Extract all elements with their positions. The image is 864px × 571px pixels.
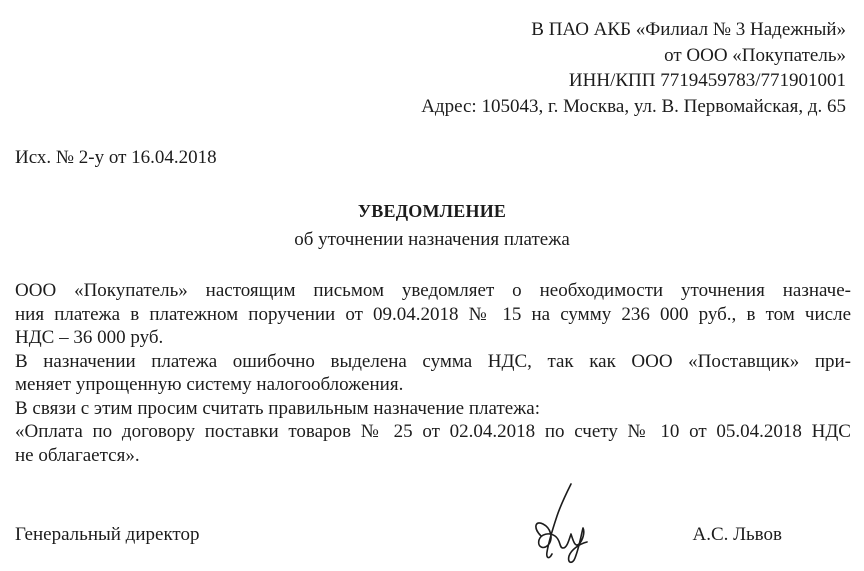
document-body (15, 280, 851, 468)
signature-role: Генеральный директор (15, 524, 200, 545)
signatory-name: А.С. Львов (692, 524, 782, 545)
handwritten-signature (527, 478, 597, 566)
recipient-inn-kpp: ИНН/КПП 7719459783/771901001 (568, 70, 846, 91)
body-line: ния платежа в платежном поручении от 09.04.2018 № 15 на сумму 236 000 руб., в том числе (15, 303, 851, 325)
outgoing-reference: Исх. № 2-у от 16.04.2018 (15, 147, 217, 168)
recipient-address: Адрес: 105043, г. Москва, ул. В. Первомайская, д. 65 (421, 95, 846, 117)
document-subtitle: об уточнении назначения платежа (294, 229, 570, 250)
document-title: УВЕДОМЛЕНИЕ (357, 201, 507, 221)
body-line: не облагается». (15, 444, 140, 466)
body-line: В назначении платежа ошибочно выделена сумма НДС, так как ООО «Поставщик» при- (15, 350, 851, 372)
body-line: ООО «Покупатель» настоящим письмом уведомляет о необходимости уточнения назначе- (15, 280, 851, 301)
recipient-sender: от ООО «Покупатель» (664, 44, 846, 66)
body-line: НДС – 36 000 руб. (15, 327, 164, 348)
recipient-bank: В ПАО АКБ «Филиал № 3 Надежный» (531, 19, 846, 40)
body-line: «Оплата по договору поставки товаров № 25 от 02.04.2018 по счету № 10 от 05.04.2018 НДС (15, 421, 851, 442)
body-line: меняет упрощенную систему налогообложения. (15, 374, 404, 395)
body-line: В связи с этим просим считать правильным назначение платежа: (15, 397, 541, 419)
recipient-block (421, 17, 846, 119)
